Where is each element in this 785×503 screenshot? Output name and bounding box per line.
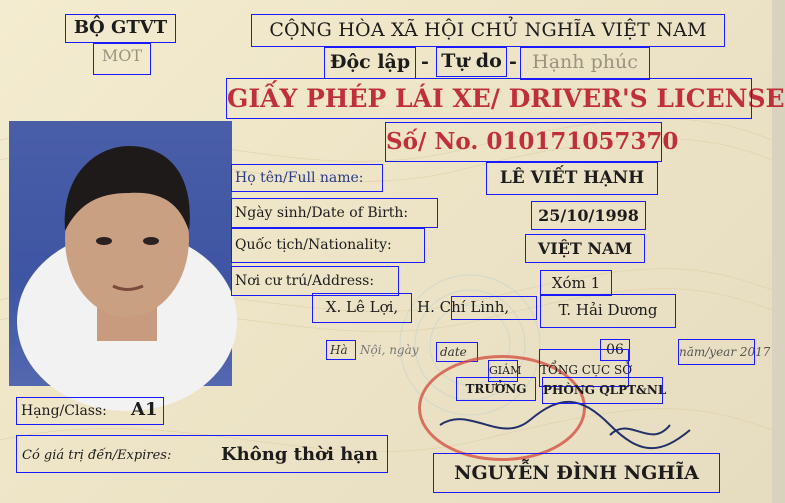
motto-dash-1: - <box>421 51 429 73</box>
class-row <box>17 398 163 424</box>
name-label: Họ tên/Full name: <box>232 165 382 191</box>
issuing-office-2: GIÁM <box>489 361 517 381</box>
motto-independence: Độc lập <box>325 48 415 78</box>
motto-dash-2: - <box>509 51 517 73</box>
nationality-label: Quốc tịch/Nationality: <box>232 229 424 262</box>
ministry-en-label: MOT <box>94 44 150 74</box>
dob-value: 25/10/1998 <box>532 202 645 229</box>
issuing-office-4: PHÒNG QLPT&NL <box>543 378 662 403</box>
issue-year: năm/year 2017 <box>679 340 754 364</box>
issuing-office-3: TRƯỞNG <box>457 378 535 400</box>
dob-label: Ngày sinh/Date of Birth: <box>232 199 437 227</box>
address-line-1: Xóm 1 <box>541 271 611 295</box>
issue-place-rest: Nội, ngày <box>360 343 419 357</box>
issue-day: 06 <box>601 340 629 360</box>
issuing-office-1: TỔNG CỤC SỞ <box>540 350 628 386</box>
holder-photo <box>9 121 232 386</box>
expiry-value: Không thời hạn <box>221 444 379 465</box>
address-province: T. Hải Dương <box>541 295 675 327</box>
issue-place: Hà <box>327 341 355 359</box>
ministry-label: BỘ GTVT <box>66 15 175 42</box>
issue-date-word: date <box>437 343 477 361</box>
nationality-value: VIỆT NAM <box>526 235 644 262</box>
motto-happiness: Hạnh phúc <box>521 48 649 79</box>
signer-name: NGUYỄN ĐÌNH NGHĨA <box>434 454 719 492</box>
license-number: Số/ No. 010171057370 <box>386 123 661 161</box>
class-value: A1 <box>131 399 158 420</box>
expiry-label: Có giá trị đến/Expires: <box>22 448 172 463</box>
country-heading: CỘNG HÒA XÃ HỘI CHỦ NGHĨA VIỆT NAM <box>252 15 724 46</box>
class-label: Hạng/Class: <box>21 403 107 419</box>
address-label: Nơi cư trú/Address: <box>232 267 398 295</box>
name-value: LÊ VIẾT HẠNH <box>487 163 657 194</box>
address-commune: X. Lê Lợi, <box>313 294 411 322</box>
expiry-row <box>17 436 387 472</box>
motto-freedom: Tự do <box>437 48 506 76</box>
address-district-box <box>452 297 536 319</box>
address-district: H. Chí Linh, <box>417 298 510 316</box>
license-title: GIẤY PHÉP LÁI XE/ DRIVER'S LICENSE <box>227 79 751 118</box>
